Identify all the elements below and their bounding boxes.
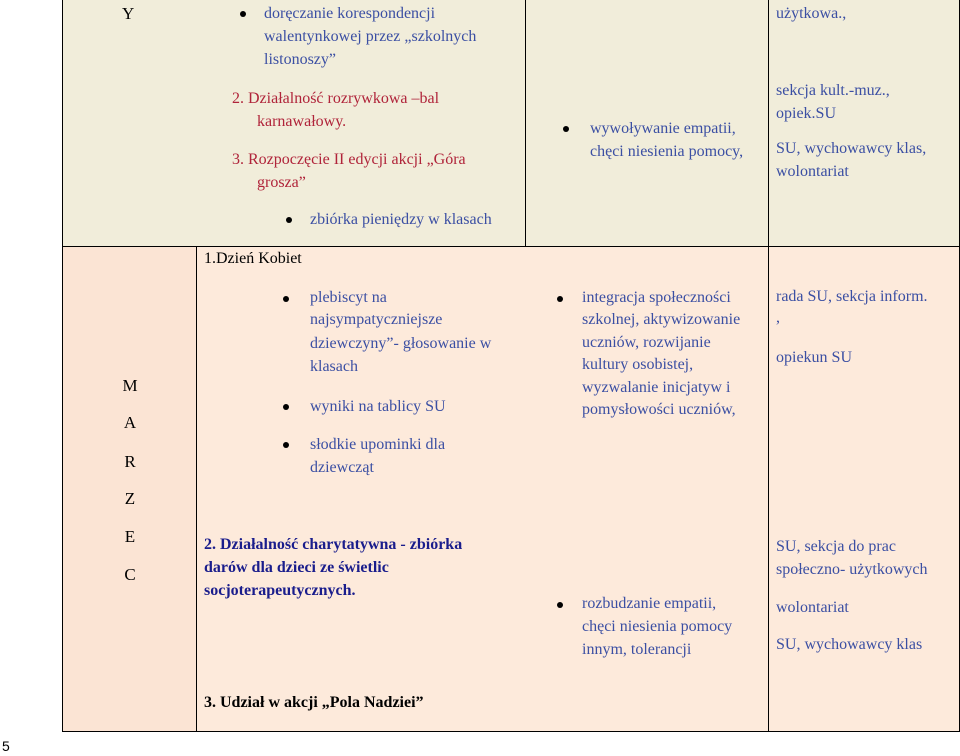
month-letter: R: [124, 452, 136, 471]
responsible-text: rada SU, sekcja inform.: [776, 288, 928, 305]
goal-text: innym, tolerancji: [582, 641, 692, 658]
activity-text: doręczanie korespondencji: [264, 5, 436, 22]
activity-text: słodkie upominki dla: [310, 436, 446, 453]
bullet: [283, 296, 289, 302]
grid-line: [62, 731, 960, 732]
bullet: [286, 217, 292, 223]
responsible-text: opiek.SU: [776, 105, 836, 122]
bullet: [557, 296, 563, 302]
page-number: 5: [2, 738, 10, 754]
event-title: 2. Działalność charytatywna - zbiórka: [204, 536, 463, 553]
bullet: [563, 126, 569, 132]
goal-text: szkolnej, aktywizowanie: [582, 311, 741, 328]
goal-text: chęci niesienia pomocy: [582, 618, 733, 635]
responsible-text: ,: [776, 309, 780, 326]
event-title: 1.Dzień Kobiet: [204, 250, 302, 267]
event-title: 3. Udział w akcji „Pola Nadziei”: [204, 694, 424, 711]
activity-item: grosza”: [257, 174, 306, 191]
grid-line: [768, 0, 769, 732]
goal-text: chęci niesienia pomocy,: [590, 143, 744, 160]
event-title: darów dla dzieci ze świetlic: [204, 559, 389, 576]
grid-line: [62, 0, 63, 732]
responsible-text: opiekun SU: [776, 349, 852, 366]
bullet: [240, 11, 246, 17]
bullet: [557, 602, 563, 608]
month-letter: A: [123, 413, 137, 432]
grid-line: [196, 246, 197, 732]
goal-text: wyzwalanie inicjatyw i: [582, 379, 731, 396]
activity-text: plebiscyt na: [310, 289, 387, 306]
event-title: socjoterapeutycznych.: [204, 582, 356, 599]
goal-text: wywoływanie empatii,: [590, 120, 736, 137]
responsible-text: społeczno- użytkowych: [776, 561, 928, 578]
activity-text: walentynkowej przez „szkolnych: [264, 28, 477, 45]
activity-text: wyniki na tablicy SU: [310, 398, 446, 415]
activity-text: dziewczyny”- głosowanie w: [310, 335, 492, 352]
responsible-text: SU, wychowawcy klas,: [776, 140, 927, 157]
bullet: [283, 442, 289, 448]
responsible-text: sekcja kult.-muz.,: [776, 82, 890, 99]
month-letter: C: [124, 565, 136, 584]
activity-text: listonoszy”: [264, 51, 336, 68]
activity-item: karnawałowy.: [257, 113, 347, 130]
month-letter: M: [122, 376, 138, 395]
goal-text: uczniów, rozwijanie: [582, 334, 711, 351]
goal-text: integracja społeczności: [582, 289, 731, 306]
goal-text: rozbudzanie empatii,: [582, 595, 717, 612]
month-letter: E: [124, 527, 136, 546]
responsible-text: użytkowa.,: [776, 5, 847, 22]
activity-item: 2. Działalność rozrywkowa –bal: [232, 90, 440, 107]
responsible-text: wolontariat: [776, 599, 849, 616]
activity-text: dziewcząt: [310, 459, 374, 476]
grid-line: [62, 246, 960, 247]
row-background-march: [63, 246, 960, 732]
grid-line: [525, 0, 526, 246]
month-letter: Y: [122, 4, 135, 23]
goal-text: kultury osobistej,: [582, 356, 694, 373]
activity-text: zbiórka pieniędzy w klasach: [310, 211, 492, 228]
activity-text: najsympatyczniejsze: [310, 311, 443, 328]
responsible-text: SU, sekcja do prac: [776, 538, 896, 555]
responsible-text: wolontariat: [776, 163, 849, 180]
goal-text: pomysłowości uczniów,: [582, 401, 736, 418]
bullet: [283, 404, 289, 410]
activity-text: klasach: [310, 358, 358, 375]
month-letter: Z: [124, 489, 136, 508]
activity-item: 3. Rozpoczęcie II edycji akcji „Góra: [232, 151, 466, 168]
responsible-text: SU, wychowawcy klas: [776, 636, 923, 653]
